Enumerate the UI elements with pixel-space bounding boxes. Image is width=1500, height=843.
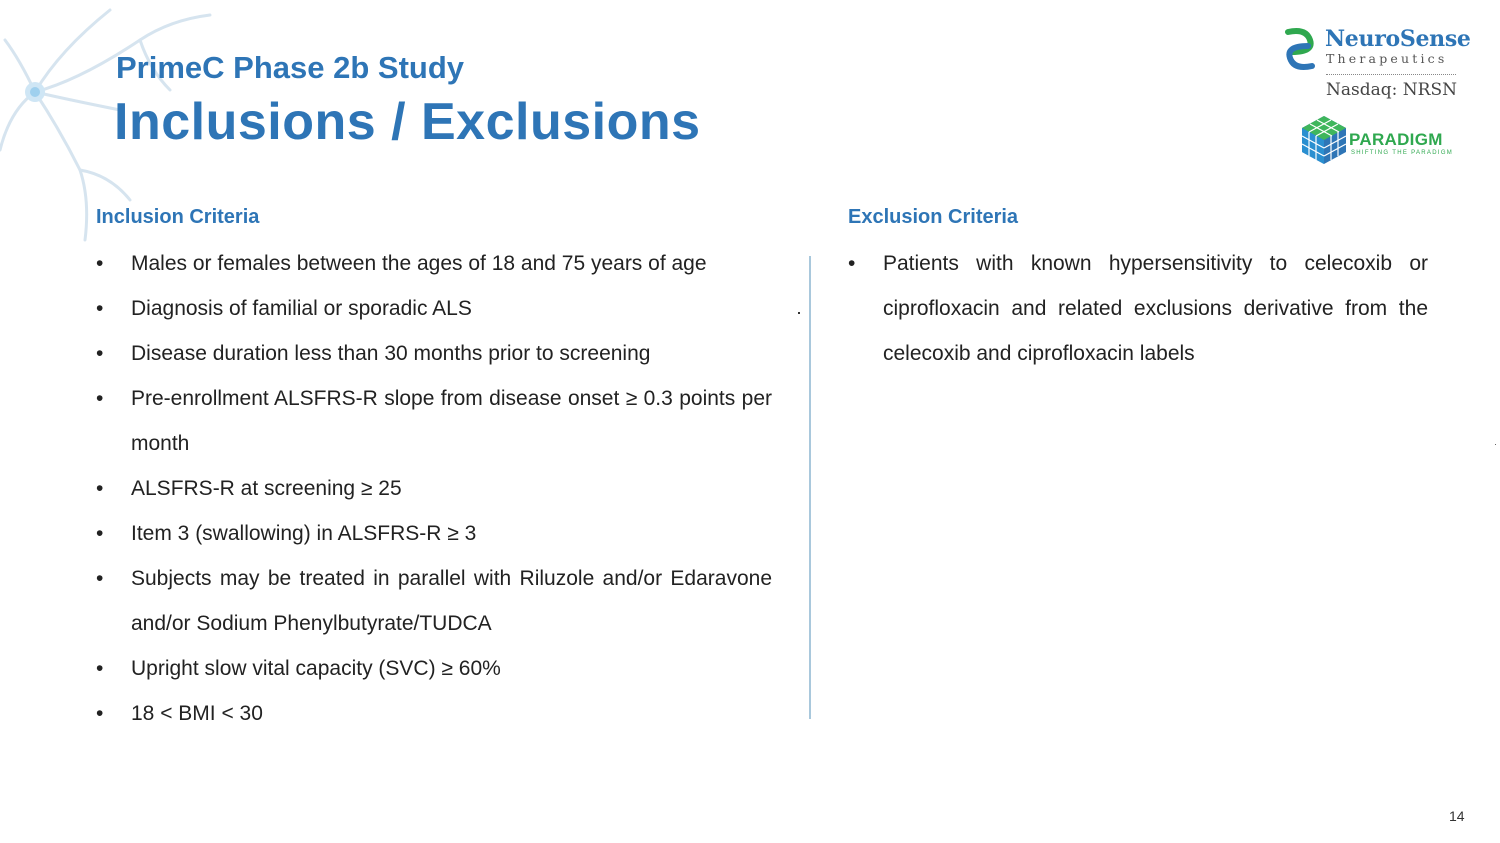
- inclusion-item: • Diagnosis of familial or sporadic ALS: [96, 286, 772, 331]
- neurosense-subname: Therapeutics: [1326, 51, 1448, 66]
- inclusion-item: • Upright slow vital capacity (SVC) ≥ 60%: [96, 646, 772, 691]
- inclusion-item: • Disease duration less than 30 months prior to screening: [96, 331, 772, 376]
- exclusion-list: [848, 241, 1428, 376]
- neurosense-name: NeuroSense: [1325, 26, 1471, 52]
- inclusion-item: • Subjects may be treated in parallel with Riluzole and/or Edaravone and/or Sodium Phenylbutyrate/TUDCA: [96, 556, 772, 646]
- inclusion-item: • Item 3 (swallowing) in ALSFRS-R ≥ 3: [96, 511, 772, 556]
- paradigm-cube-icon: [1298, 114, 1350, 166]
- inclusion-item: • Males or females between the ages of 18 and 75 years of age: [96, 241, 772, 286]
- inclusion-item: • ALSFRS-R at screening ≥ 25: [96, 466, 772, 511]
- inclusion-item: • 18 < BMI < 30: [96, 691, 772, 736]
- paradigm-name: PARADIGM: [1349, 130, 1443, 149]
- stray-dot: [1495, 444, 1496, 445]
- logo-dotted-divider: [1326, 74, 1456, 75]
- neurosense-logo: [1278, 24, 1471, 74]
- page-number: 14: [1449, 808, 1465, 824]
- paradigm-logo: [1298, 114, 1458, 168]
- inclusion-list: [96, 241, 772, 736]
- paradigm-tagline: SHIFTING THE PARADIGM: [1351, 150, 1454, 156]
- inclusion-item: • Pre-enrollment ALSFRS-R slope from disease onset ≥ 0.3 points per month: [96, 376, 772, 466]
- nasdaq-ticker: Nasdaq: NRSN: [1326, 80, 1457, 100]
- inclusion-heading: Inclusion Criteria: [96, 206, 260, 228]
- slide-subtitle: PrimeC Phase 2b Study: [116, 50, 465, 85]
- exclusion-heading: Exclusion Criteria: [848, 206, 1019, 228]
- slide-title: Inclusions / Exclusions: [114, 93, 701, 151]
- column-divider: [809, 256, 811, 719]
- exclusion-item: • Patients with known hypersensitivity to celecoxib or ciprofloxacin and related exclusions derivative from the celecoxib and ciprofloxacin labels: [848, 241, 1428, 376]
- stray-dot: [798, 312, 800, 314]
- neurosense-mark-icon: [1278, 26, 1322, 72]
